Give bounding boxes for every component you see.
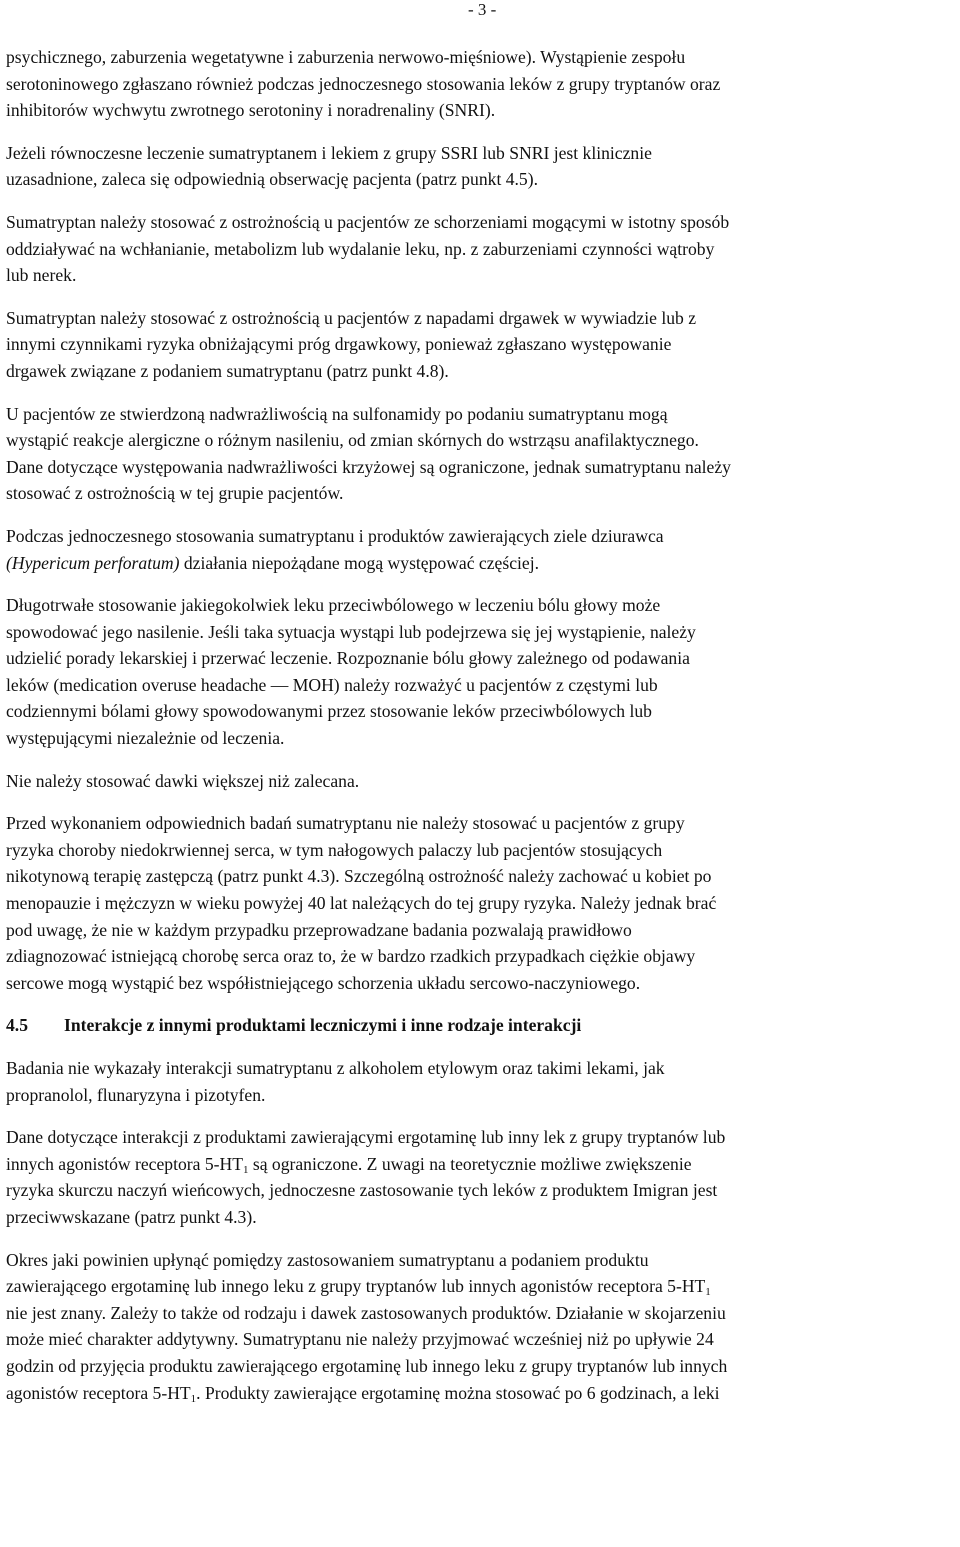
paragraph-dose-limit — [6, 768, 958, 795]
text-line: może mieć charakter addytywny. Sumatryptanu nie należy przyjmować wcześniej niż po upływie 24 — [6, 1329, 714, 1350]
text-line: występującymi niezależnie od leczenia. — [6, 728, 285, 749]
text-fragment: innych agonistów receptora 5-HT — [6, 1153, 243, 1174]
text-fragment: . Produkty zawierające ergotaminę można stosować po 6 godzinach, a leki — [196, 1382, 720, 1403]
text-line: Podczas jednoczesnego stosowania sumatryptanu i produktów zawierających ziele dziurawca — [6, 525, 664, 546]
text-line: Okres jaki powinien upłynąć pomiędzy zastosowaniem sumatryptanu a podaniem produktu — [6, 1249, 649, 1270]
paragraph-absorption-metabolism — [6, 209, 958, 289]
paragraph-ergotamine-data — [6, 1124, 958, 1230]
subscript: 1 — [190, 1392, 197, 1405]
text-line: przeciwwskazane (patrz punkt 4.3). — [6, 1206, 257, 1227]
paragraph-ssri-snri — [6, 140, 958, 193]
text-line: ryzyka skurczu naczyń wieńcowych, jednoczesne zastosowanie tych leków z produktem Imigran jest — [6, 1180, 718, 1201]
text-fragment: agonistów receptora 5-HT — [6, 1382, 191, 1403]
text-line: oddziaływać na wchłanianie, metabolizm lub wydalanie leku, np. z zaburzeniami czynności wątroby — [6, 238, 715, 259]
text-line: wystąpić reakcje alergiczne o różnym nasileniu, od zmian skórnych do wstrząsu anafilaktycznego. — [6, 430, 699, 451]
text-line: nikotynową terapię zastępczą (patrz punkt 4.3). Szczególną ostrożność należy zachować u kobiet po — [6, 866, 712, 887]
text-line: stosować z ostrożnością w tej grupie pacjentów. — [6, 483, 344, 504]
text-line: Sumatryptan należy stosować z ostrożnością u pacjentów ze schorzeniami mogącymi w istotny sposób — [6, 211, 730, 232]
text-line: menopauzie i mężczyzn w wieku powyżej 40 lat należących do tej grupy ryzyka. Należy jednak brać — [6, 893, 717, 914]
text-line: codziennymi bólami głowy spowodowanymi przez stosowanie leków przeciwbólowych lub — [6, 701, 652, 722]
text-line: serotoninowego zgłaszano również podczas jednoczesnego stosowania leków z grupy tryptanów oraz — [6, 73, 721, 94]
section-title: Interakcje z innymi produktami leczniczymi i inne rodzaje interakcji — [64, 1015, 582, 1036]
text-line: udzielić porady lekarskiej i przerwać leczenie. Rozpoznanie bólu głowy zależnego od podawania — [6, 648, 690, 669]
paragraph-st-johns-wort — [6, 523, 958, 576]
paragraph-seizures — [6, 305, 958, 385]
text-line: inhibitorów wychwytu zwrotnego serotoniny i noradrenaliny (SNRI). — [6, 100, 496, 121]
text-line: Dane dotyczące występowania nadwrażliwości krzyżowej są ograniczone, jednak sumatryptanu należy — [6, 456, 731, 477]
text-line: spowodować jego nasilenie. Jeśli taka sytuacja wystąpi lub podejrzewa się jej wystąpienie, należy — [6, 621, 696, 642]
document-body — [6, 44, 958, 1422]
text-line: psychicznego, zaburzenia wegetatywne i zaburzenia nerwowo-mięśniowe). Wystąpienie zespołu — [6, 47, 686, 67]
text-line — [6, 1380, 958, 1407]
text-line: nie jest znany. Zależy to także od rodzaju i dawek zastosowanych produktów. Działanie w skojarzeniu — [6, 1302, 726, 1323]
paragraph-ergotamine-interval — [6, 1247, 958, 1407]
paragraph-hypersensitivity — [6, 401, 958, 507]
text-line: drgawek związane z podaniem sumatryptanu (patrz punkt 4.8). — [6, 360, 449, 381]
text-fragment: zawierającego ergotaminę lub innego leku z grupy tryptanów lub innych agonistów receptora 5-HT — [6, 1276, 706, 1297]
paragraph-serotonin-syndrome — [6, 44, 958, 124]
text-line: Przed wykonaniem odpowiednich badań sumatryptanu nie należy stosować u pacjentów z grupy — [6, 813, 685, 834]
section-heading — [6, 1012, 958, 1039]
text-line: uzasadnione, zaleca się odpowiednią obserwację pacjenta (patrz punkt 4.5). — [6, 169, 538, 190]
subscript: 1 — [242, 1163, 249, 1176]
text-fragment: są ograniczone. Z uwagi na teoretycznie możliwe zwiększenie — [248, 1153, 692, 1174]
paragraph-medication-overuse — [6, 592, 958, 752]
text-line: lub nerek. — [6, 265, 77, 286]
text-line: Nie należy stosować dawki większej niż zalecana. — [6, 770, 360, 791]
text-line — [6, 550, 958, 577]
section-number: 4.5 — [6, 1015, 28, 1036]
text-line: Długotrwałe stosowanie jakiegokolwiek leku przeciwbólowego w leczeniu bólu głowy może — [6, 595, 661, 616]
text-line: pod uwagę, że nie w każdym przypadku przeprowadzane badania pozwalają prawidłowo — [6, 919, 632, 940]
text-line — [6, 1273, 958, 1300]
latin-name: (Hypericum perforatum) — [6, 552, 180, 573]
text-line: godzin od przyjęcia produktu zawierającego ergotaminę lub innego leku z grupy tryptanów lub innych — [6, 1355, 728, 1376]
text-line: Badania nie wykazały interakcji sumatryptanu z alkoholem etylowym oraz takimi lekami, jak — [6, 1058, 665, 1078]
text-line: zdiagnozować istniejącą chorobę serca oraz to, że w bardzo rzadkich przypadkach ciężkie objawy — [6, 946, 696, 967]
text-line — [6, 1151, 958, 1178]
text-line: propranolol, flunaryzyna i pizotyfen. — [6, 1084, 266, 1105]
text-fragment: działania niepożądane mogą występować częściej. — [179, 552, 539, 573]
text-line: innymi czynnikami ryzyka obniżającymi próg drgawkowy, ponieważ zgłaszano występowanie — [6, 334, 672, 355]
text-line: Sumatryptan należy stosować z ostrożnością u pacjentów z napadami drgawek w wywiadzie lub z — [6, 307, 697, 328]
text-line: U pacjentów ze stwierdzoną nadwrażliwością na sulfonamidy po podaniu sumatryptanu mogą — [6, 403, 668, 424]
subscript: 1 — [705, 1286, 711, 1299]
paragraph-alcohol-interactions — [6, 1055, 958, 1108]
text-line: Jeżeli równoczesne leczenie sumatryptanem i lekiem z grupy SSRI lub SNRI jest klinicznie — [6, 142, 652, 163]
text-line: leków (medication overuse headache — MOH) należy rozważyć u pacjentów z częstymi lub — [6, 674, 658, 695]
text-line: Dane dotyczące interakcji z produktami zawierającymi ergotaminę lub inny lek z grupy tryptanów lub — [6, 1127, 726, 1148]
page-number: - 3 - — [468, 0, 497, 19]
text-line: ryzyka choroby niedokrwiennej serca, w tym nałogowych palaczy lub pacjentów stosujących — [6, 839, 663, 860]
paragraph-cardiac-risk — [6, 810, 958, 996]
text-line: sercowe mogą wystąpić bez współistniejącego schorzenia układu sercowo-naczyniowego. — [6, 972, 641, 993]
